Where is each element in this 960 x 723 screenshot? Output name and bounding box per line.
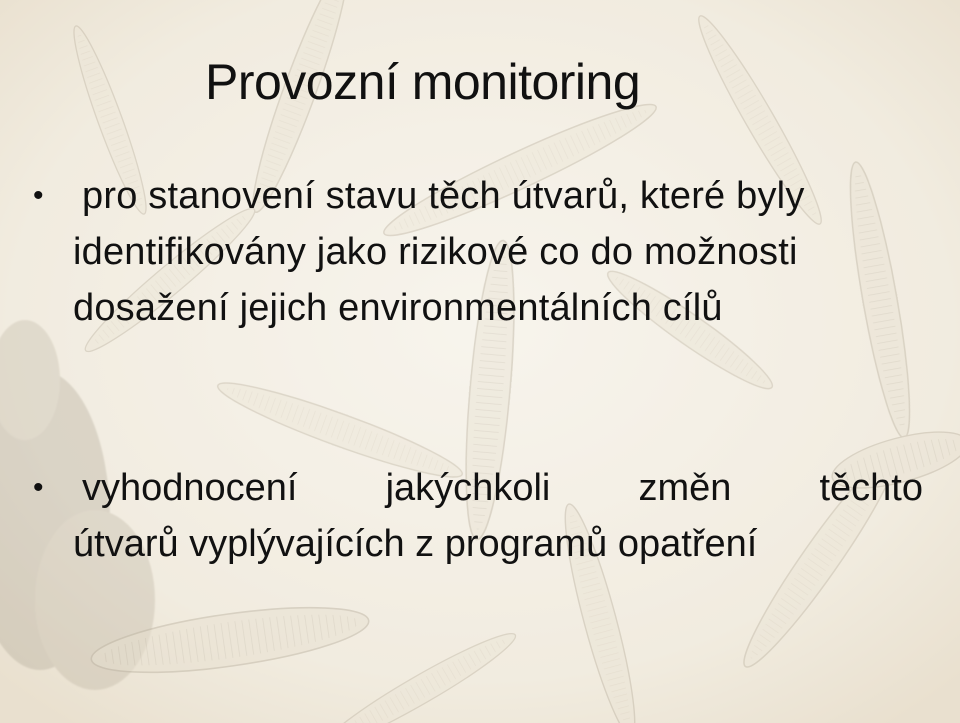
slide-title: Provozní monitoring (205, 54, 641, 110)
bullet-text-line: útvarů vyplývajících z programů opatření (73, 523, 758, 565)
bullet-text: pro stanovení stavu těch útvarů, které byly identifikovány jako rizikové co do možnosti dosažení jejich environmentálních cílů (73, 175, 805, 329)
bullet-text-line: vyhodnocení jakýchkoli změn těchto (82, 467, 923, 509)
bullet-text (73, 460, 923, 572)
bullet-dot-icon: • (33, 179, 44, 212)
bullet-dot-icon: • (33, 471, 44, 504)
